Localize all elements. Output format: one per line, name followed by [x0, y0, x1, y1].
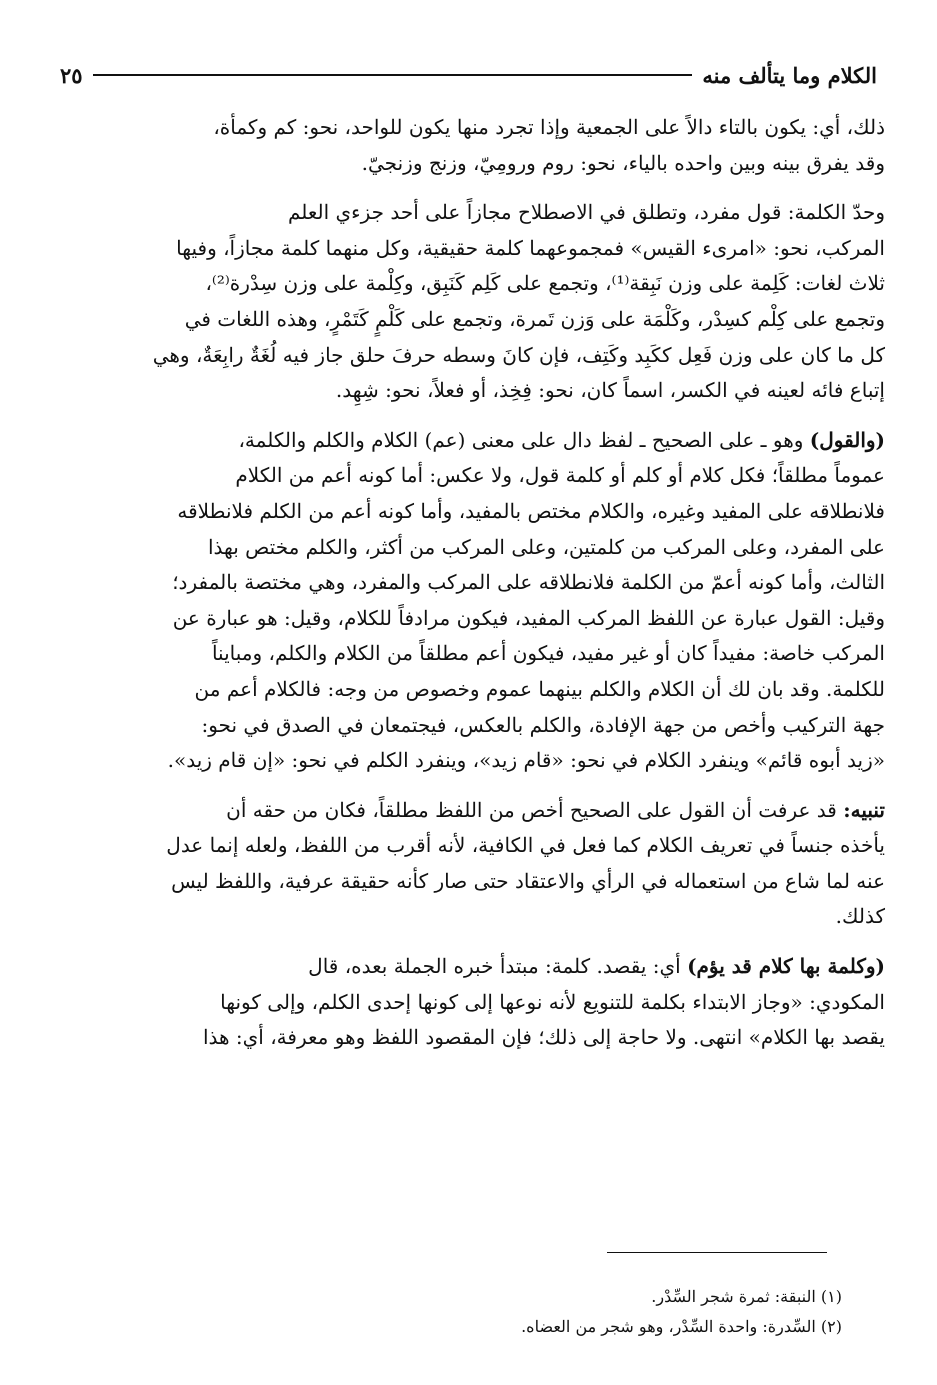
paragraph-1 [52, 110, 885, 181]
text-line: المركب، نحو: «امرىء القيس» فمجموعهما كلمة حقيقية، وكل منهما كلمة مجازاً، وفيها [176, 235, 885, 260]
text-line: المركب خاصة: مفيداً كان أو غير مفيد، فيكون أعم مطلقاً من الكلام والكلم، ومبايناً [211, 641, 885, 666]
text-line: وقيل: القول عبارة عن اللفظ المركب المفيد، فيكون مرادفاً للكلام، وقيل: هو عبارة عن [172, 605, 885, 630]
text-line: إتباع فائه لعينه في الكسر، اسماً كان، نحو: فِخِذ، أو فعلاً، نحو: شِهِد. [335, 378, 885, 403]
footnotes [52, 1282, 842, 1342]
footnote: (٢) السِّدرة: واحدة السِّدْر، وهو شجر من العضاه. [521, 1317, 842, 1336]
text-line: ثلاث لغات: كَلِمة على وزن نَبِقة⁽¹⁾، وتجمع على كَلِم كَنَبِق، وكِلْمة على وزن سِدْرة⁽²⁾، [205, 271, 885, 296]
text-line: للكلمة. وقد بان لك أن الكلام والكلم بينهما عموم وخصوص من وجه: فالكلام أعم من [194, 676, 885, 701]
text-line: عنه لما شاع من استعماله في الرأي والاعتقاد حتى صار كأنه حقيقة عرفية، واللفظ ليس [171, 868, 885, 893]
header-rule [93, 74, 693, 76]
paragraph-3 [52, 423, 885, 779]
footnote: (١) النبقة: ثمرة شجر السِّدْر. [651, 1287, 842, 1306]
text-line: جهة التركيب وأخص من جهة الإفادة، والكلم بالعكس، فيجتمعان في الصدق في نحو: [201, 712, 885, 737]
bold-lead: تنبيه: [843, 797, 885, 822]
footnote-separator [607, 1252, 827, 1253]
text-line: عموماً مطلقاً؛ فكل كلام أو كلم أو كلمة قول، ولا عكس: أما كونه أعم من الكلام [235, 463, 885, 488]
bold-lead: (والقول) [809, 427, 885, 452]
text-line [52, 949, 885, 985]
text-line: كذلك. [835, 904, 885, 929]
paragraph-4 [52, 793, 885, 935]
text-line: وحدّ الكلمة: قول مفرد، وتطلق في الاصطلاح مجازاً على أحد جزءي العلم [287, 200, 885, 225]
text-line: ذلك، أي: يكون بالتاء دالاً على الجمعية وإذا تجرد منها يكون للواحد، نحو: كم وكمأة، [213, 115, 885, 139]
text-line: يقصد بها الكلام» انتهى. ولا حاجة إلى ذلك؛ فإن المقصود اللفظ وهو معرفة، أي: هذا [202, 1025, 885, 1050]
text-line: وقد يفرق بينه وبين واحده بالياء، نحو: روم ورومِيّ، وزنج وزنجيّ. [361, 150, 885, 175]
page-number: ٢٥ [60, 62, 83, 88]
bold-lead: (وكلمة بها كلام قد يؤم) [687, 954, 885, 979]
text-line: يأخذه جنساً في تعريف الكلام كما فعل في الكافية، لأنه أقرب من اللفظ، ولعله إنما عدل [166, 833, 885, 858]
text-line: وتجمع على كِلْم كسِدْر، وكَلْمَة على وَزن تَمرة، وتجمع على كَلْمٍ كَتَمْرٍ، وهذه اللغات في [184, 306, 885, 331]
line-text: أي: يقصد. كلمة: مبتدأ خبره الجملة بعده، قال [308, 954, 688, 979]
text-line: «زيد أبوه قائم» وينفرد الكلام في نحو: «قام زيد»، وينفرد الكلم في نحو: «إن قام زيد». [167, 748, 885, 773]
line-text: وهو ـ على الصحيح ـ لفظ دال على معنى (عم) الكلام والكلم والكلمة، [238, 427, 810, 452]
text-line: كل ما كان على وزن فَعِل ككَبِد وكَتِف، فإن كانَ وسطه حرفَ حلق جاز فيه لُغَةٌ رابِعَةٌ، وهي [152, 342, 885, 367]
text-line: الثالث، وأما كونه أعمّ من الكلمة فلانطلاقه على المركب والمفرد، وهي مختصة بالمفرد؛ [172, 570, 885, 595]
text-line: على المفرد، وعلى المركب من كلمتين، وعلى المركب من أكثر، والكلم مختص بهذا [207, 534, 885, 559]
page-header [60, 58, 877, 92]
running-title: الكلام وما يتألف منه [702, 62, 877, 88]
paragraph-5 [52, 949, 885, 1056]
text-line: المكودي: «وجاز الابتداء بكلمة للتنويع لأنه نوعها إلى كونها إحدى الكلم، وإلى كونها [220, 989, 885, 1014]
text-line: فلانطلاقه على المفيد وغيره، والكلام مختص بالمفيد، وأما كونه أعم من الكلم فلانطلاقه [177, 498, 885, 523]
text-line [52, 423, 885, 459]
paragraph-2 [52, 195, 885, 409]
text-line [52, 793, 885, 829]
line-text: قد عرفت أن القول على الصحيح أخص من اللفظ مطلقاً، فكان من حقه أن [226, 797, 844, 822]
body-text [52, 110, 885, 1056]
